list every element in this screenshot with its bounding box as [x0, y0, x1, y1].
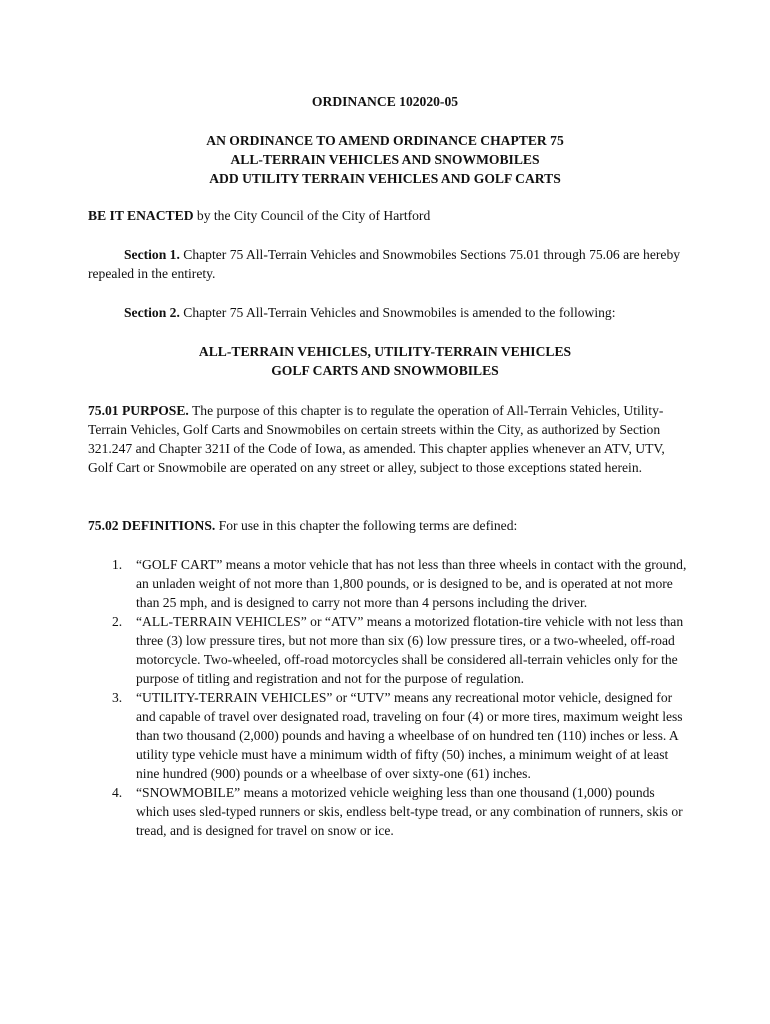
subtitle-line: ADD UTILITY TERRAIN VEHICLES AND GOLF CARTS	[209, 171, 561, 186]
chapter-heading-line: ALL-TERRAIN VEHICLES, UTILITY-TERRAIN VEHICLES	[198, 344, 572, 359]
ordinance-title: ORDINANCE 102020-05	[311, 94, 459, 109]
list-item-text: “ALL-TERRAIN VEHICLES” or “ATV” means a motorized flotation-tire vehicle with not less than three (3) low pressure tires, but not more than six (6) low pressure tires, or a two-wheeled, off-road motorcycle. Two-wheeled, off-road motorcycles shall be considered all-terrain vehicles only for the purpose of titling and registration and not for the purpose of regulation.	[136, 614, 684, 686]
list-item	[88, 688, 688, 783]
enacted-clause	[88, 206, 688, 225]
section-1	[88, 245, 688, 283]
definitions-text: For use in this chapter the following terms are defined:	[215, 518, 518, 533]
list-item-text: “UTILITY-TERRAIN VEHICLES” or “UTV” means any recreational motor vehicle, designed for and capable of travel over designated road, traveling on four (4) or more tires, maximum weight less than two thousand (2,000) pounds and having a wheelbase of on hundred ten (110) inches or less. A utility type vehicle must have a minimum width of fifty (50) inches, a minimum weight of at least nine hundred (900) pounds or a wheelbase of over sixty-one (61) inches.	[136, 690, 683, 781]
enacted-text: by the City Council of the City of Hartford	[193, 208, 431, 223]
list-item-number: 4.	[112, 785, 123, 800]
list-item-text: “GOLF CART” means a motor vehicle that has not less than three wheels in contact with the ground, an unladen weight of not more than 1,800 pounds, or is designed to be, and is operated at not more than 25 mph, and is designed to carry not more than 4 persons including the driver.	[136, 557, 687, 610]
list-item-text: “SNOWMOBILE” means a motorized vehicle weighing less than one thousand (1,000) pounds which uses sled-typed runners or skis, endless belt-type tread, or any combination of runners, skis or tread, and is designed for travel on snow or ice.	[136, 785, 683, 838]
subtitle-line: ALL-TERRAIN VEHICLES AND SNOWMOBILES	[230, 152, 540, 167]
definitions-lead: 75.02 DEFINITIONS.	[88, 518, 216, 533]
section-1-lead: Section 1.	[124, 247, 180, 262]
purpose-text: The purpose of this chapter is to regulate the operation of All-Terrain Vehicles, Utility-Terrain Vehicles, Golf Carts and Snowmobiles on certain streets within the City, as authorized by Section 321.247 and Chapter 321I of the Code of Iowa, as amended. This chapter applies whenever an ATV, UTV, Golf Cart or Snowmobile are operated on any street or alley, subject to those exceptions stated herein.	[88, 403, 665, 475]
section-2-text: Chapter 75 All-Terrain Vehicles and Snowmobiles is amended to the following:	[179, 305, 616, 320]
chapter-heading-line: GOLF CARTS AND SNOWMOBILES	[271, 363, 499, 378]
list-item-number: 1.	[112, 557, 123, 572]
list-item	[88, 783, 688, 840]
ordinance-subtitle	[0, 131, 770, 188]
purpose-section	[88, 401, 688, 477]
chapter-heading	[0, 342, 770, 380]
enacted-lead: BE IT ENACTED	[88, 208, 194, 223]
definitions-list	[88, 555, 688, 840]
section-1-text: Chapter 75 All-Terrain Vehicles and Snowmobiles Sections 75.01 through 75.06 are hereby repealed in the entirety.	[88, 247, 681, 281]
list-item-number: 3.	[112, 690, 123, 705]
subtitle-line: AN ORDINANCE TO AMEND ORDINANCE CHAPTER 75	[206, 133, 564, 148]
section-2	[88, 303, 688, 322]
list-item	[88, 555, 688, 612]
definitions-section	[88, 516, 688, 535]
section-2-lead: Section 2.	[124, 305, 180, 320]
list-item	[88, 612, 688, 688]
list-item-number: 2.	[112, 614, 123, 629]
purpose-lead: 75.01 PURPOSE.	[88, 403, 189, 418]
